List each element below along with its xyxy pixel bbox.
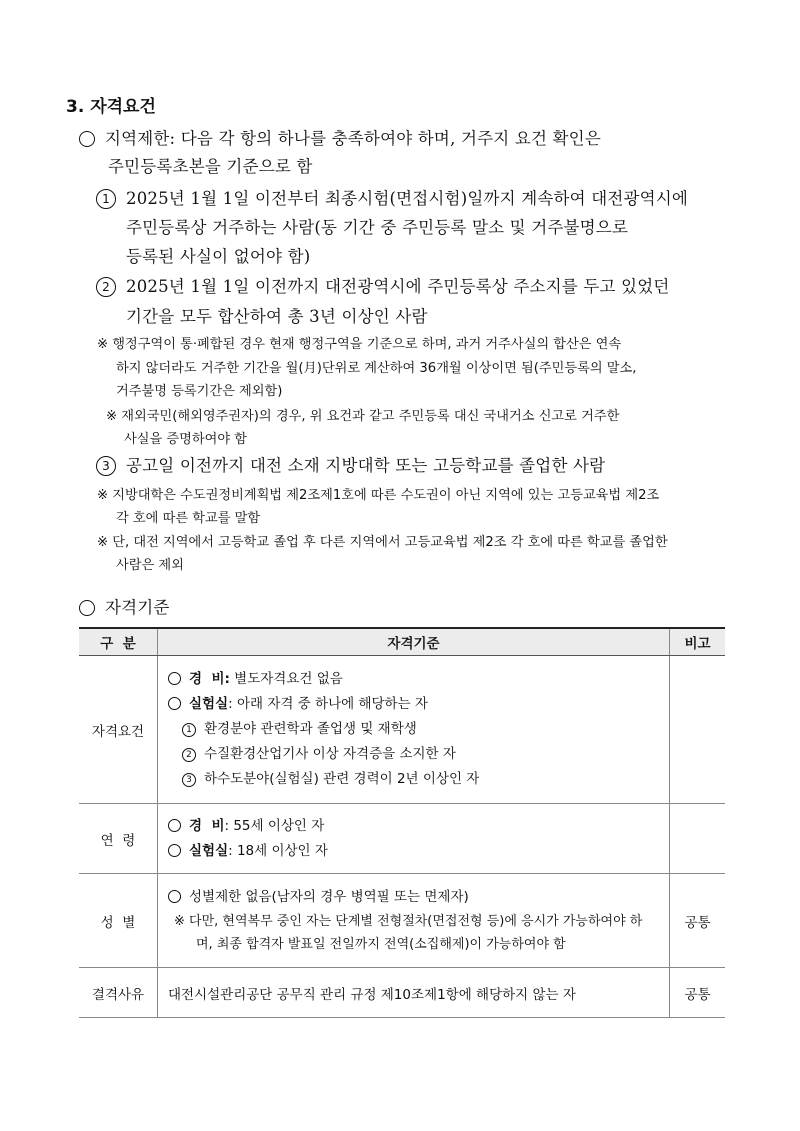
value-text: 수질환경산업기사 이상 자격증을 소지한 자	[204, 746, 456, 762]
key-text: 경 비	[189, 817, 225, 834]
row-label: 자격요건	[79, 656, 158, 804]
row-remarks: 공통	[670, 968, 726, 1018]
row-label: 결격사유	[79, 968, 158, 1018]
section-title: 3. 자격요건	[66, 97, 156, 117]
table-row-age	[79, 804, 725, 874]
row-label: 성 별	[79, 874, 158, 968]
content-line: ※ 다만, 현역복무 중인 자는 단계별 전형절차(면접전형 등)에 응시가 가능하여야 하	[174, 914, 643, 929]
content-line	[168, 742, 669, 767]
content-line	[168, 767, 669, 792]
value-text: 성별제한 없음(남자의 경우 병역필 또는 면제자)	[189, 889, 469, 905]
row-label: 연 령	[79, 804, 158, 874]
note-2-line-2: 사실을 증명하여야 함	[124, 432, 248, 447]
region-line-1	[79, 125, 601, 149]
region-line-2: 주민등록초본을 기준으로 함	[108, 157, 313, 176]
content-line	[168, 885, 669, 910]
item-2-line-1	[96, 273, 670, 297]
note-1-line-1: ※ 행정구역이 통·폐합된 경우 현재 행정구역을 기준으로 하며, 과거 거주사실의 합산은 연속	[97, 337, 622, 352]
item-1-line-2: 주민등록상 거주하는 사람(동 기간 중 주민등록 말소 및 거주불명으로	[126, 218, 629, 237]
value-text: : 18세 이상인 자	[228, 842, 328, 859]
content-line	[168, 717, 669, 742]
criteria-title-text: 자격기준	[105, 598, 170, 617]
content-line	[168, 667, 669, 692]
content-line	[168, 692, 669, 717]
note-3-line-1: ※ 지방대학은 수도권정비계획법 제2조제1호에 따른 수도권이 아닌 지역에 있는 고등교육법 제2조	[97, 488, 660, 503]
row-remarks: 공통	[670, 874, 726, 968]
item-2-text: 2025년 1월 1일 이전까지 대전광역시에 주민등록상 주소지를 두고 있었던	[126, 277, 670, 296]
item-1-text: 2025년 1월 1일 이전부터 최종시험(면접시험)일까지 계속하여 대전광역시에	[126, 189, 689, 208]
value-text: 별도자격요건 없음	[229, 671, 343, 687]
note-3-line-2: 각 호에 따른 학교를 말함	[116, 511, 261, 526]
circled-number-icon: 3	[96, 456, 116, 476]
circle-bullet-icon	[168, 672, 181, 685]
row-content: 대전시설관리공단 공무직 관리 규정 제10조제1항에 해당하지 않는 자	[158, 968, 670, 1018]
item-3-text: 공고일 이전까지 대전 소재 지방대학 또는 고등학교를 졸업한 사람	[126, 456, 606, 475]
note-1-line-3: 거주불명 등록기간은 제외함)	[116, 384, 283, 399]
item-3-line-1	[96, 452, 605, 476]
circle-bullet-icon	[168, 697, 181, 710]
row-content	[158, 656, 670, 804]
table-row-disqualification	[79, 968, 725, 1018]
circle-bullet-icon	[168, 819, 181, 832]
circle-bullet-icon	[168, 844, 181, 857]
circle-bullet-icon	[79, 131, 95, 147]
value-text: : 55세 이상인 자	[224, 817, 325, 834]
key-text: 경 비:	[189, 671, 230, 687]
note-2-line-1: ※ 재외국민(해외영주권자)의 경우, 위 요건과 같고 주민등록 대신 국내거소 신고로 거주한	[106, 409, 620, 424]
value-text: : 아래 자격 중 하나에 해당하는 자	[228, 696, 428, 712]
header-criteria: 자격기준	[158, 628, 670, 656]
criteria-table	[79, 627, 725, 1018]
criteria-title	[79, 594, 170, 618]
note-4-line-1: ※ 단, 대전 지역에서 고등학교 졸업 후 다른 지역에서 고등교육법 제2조 각 호에 따른 학교를 졸업한	[97, 535, 668, 550]
value-text: 하수도분야(실험실) 관련 경력이 2년 이상인 자	[204, 771, 480, 787]
content-line	[168, 839, 669, 864]
note-4-line-2: 사람은 제외	[116, 558, 184, 573]
item-1-line-1	[96, 185, 688, 209]
key-text: 실험실	[189, 842, 229, 859]
note-1-line-2: 하지 않더라도 거주한 기간을 월(月)단위로 계산하여 36개월 이상이면 됨(주민등록의 말소,	[116, 361, 637, 376]
region-text-1: 지역제한: 다음 각 항의 하나를 충족하여야 하며, 거주지 요건 확인은	[105, 129, 601, 148]
key-text: 실험실	[189, 696, 229, 712]
table-row-qualification	[79, 656, 725, 804]
circle-bullet-icon	[79, 600, 95, 616]
table-row-gender	[79, 874, 725, 968]
circled-number-icon: 2	[182, 748, 196, 762]
circled-number-icon: 2	[96, 277, 116, 297]
table-header-row	[79, 628, 725, 656]
item-1-line-3: 등록된 사실이 없어야 함)	[126, 247, 311, 266]
row-remarks	[670, 804, 726, 874]
content-line: 며, 최종 합격자 발표일 전일까지 전역(소집해제)이 가능하여야 함	[196, 937, 566, 952]
row-remarks	[670, 656, 726, 804]
row-content	[158, 804, 670, 874]
value-text: 환경분야 관련학과 졸업생 및 재학생	[204, 721, 417, 737]
circled-number-icon: 1	[96, 189, 116, 209]
circled-number-icon: 1	[182, 723, 196, 737]
item-2-line-2: 기간을 모두 합산하여 총 3년 이상인 사람	[126, 307, 428, 326]
content-line	[168, 814, 669, 839]
header-remarks: 비고	[670, 628, 726, 656]
circled-number-icon: 3	[182, 773, 196, 787]
header-category: 구 분	[79, 628, 158, 656]
circle-bullet-icon	[168, 890, 181, 903]
row-content	[158, 874, 670, 968]
